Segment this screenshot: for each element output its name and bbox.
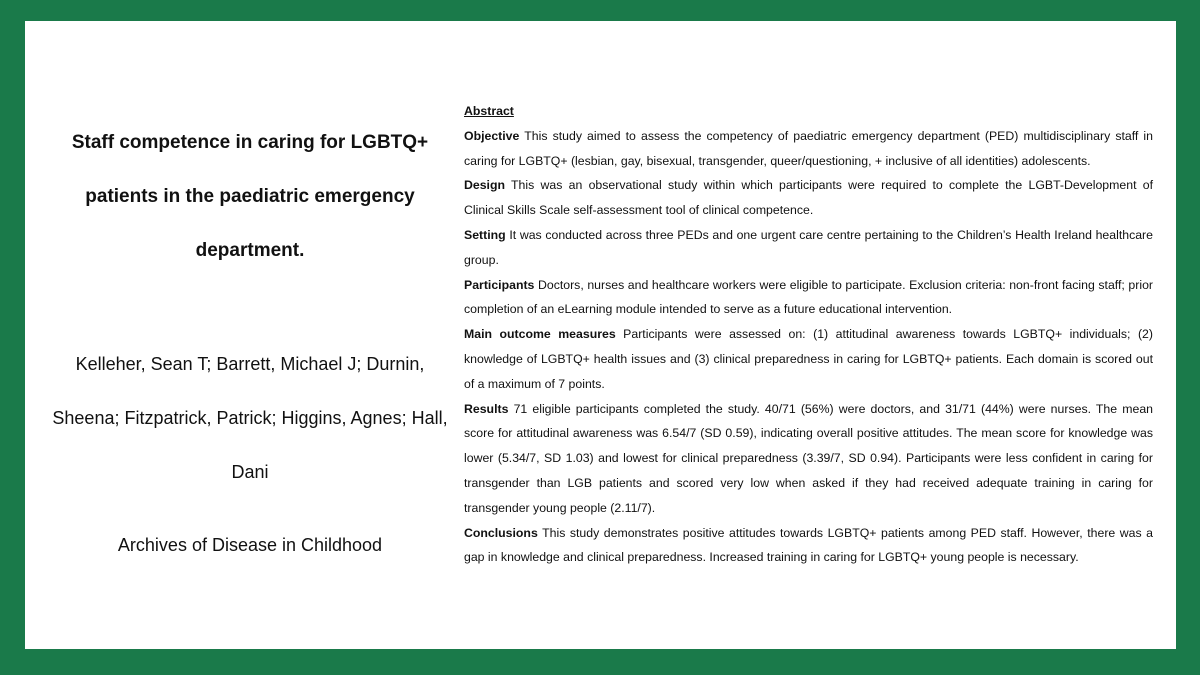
section-label: Conclusions [464,525,538,540]
journal-name: Archives of Disease in Childhood [117,535,383,555]
abstract-section-participants [464,273,1153,323]
abstract-section-design [464,173,1153,223]
abstract-section-outcome-measures [464,322,1153,396]
section-label: Objective [464,128,520,143]
slide-card [25,21,1176,649]
section-text: This study aimed to assess the competency of paediatric emergency department (PED) multidisciplinary staff in caring for LGBTQ+ (lesbian, gay, bisexual, transgender, queer/questioning, + inclusive of all identities) adolescents. [464,128,1153,168]
section-label: Setting [464,227,506,242]
abstract-section-results [464,397,1153,521]
section-label: Design [464,178,505,193]
title-block [40,116,460,278]
author-list: Kelleher, Sean T; Barrett, Michael J; Durnin, Sheena; Fitzpatrick, Patrick; Higgins, Agnes; Hall, Dani [52,354,448,482]
abstract-section-setting [464,223,1153,273]
section-label: Participants [464,277,535,292]
section-text: Doctors, nurses and healthcare workers were eligible to participate. Exclusion criteria: non-front facing staff; prior completion of an eLearning module intended to serve as a future educational intervention. [464,277,1153,317]
section-label: Main outcome measures [464,327,616,342]
paper-title: Staff competence in caring for LGBTQ+ patients in the paediatric emergency department. [71,132,429,261]
abstract-block [464,99,1153,570]
section-text: 71 eligible participants completed the study. 40/71 (56%) were doctors, and 31/71 (44%) were nurses. The mean score for attitudinal awareness was 6.54/7 (SD 0.59), indicating overall positive attitudes. The mean score for knowledge was lower (5.34/7, SD 1.03) and lowest for clinical preparedness (3.39/7, SD 0.94). Participants were less confident in caring for transgender than LGB patients and scored very low when asked if they had received adequate training in caring for transgender young people (2.11/7). [464,401,1154,515]
abstract-section-objective [464,124,1153,174]
section-label: Results [464,401,509,416]
section-text: This was an observational study within which participants were required to complete the LGBT-Development of Clinical Skills Scale self-assessment tool of clinical competence. [464,178,1153,218]
abstract-heading: Abstract [464,104,514,118]
section-text: This study demonstrates positive attitudes towards LGBTQ+ patients among PED staff. However, there was a gap in knowledge and clinical preparedness. Increased training in caring for LGBTQ+ young people is necessary. [464,525,1153,565]
abstract-section-conclusions [464,521,1153,571]
section-text: Participants were assessed on: (1) attitudinal awareness towards LGBTQ+ individuals; (2) knowledge of LGBTQ+ health issues and (3) clinical preparedness in caring for LGBTQ+ patients. Each domain is scored out of a maximum of 7 points. [464,327,1153,391]
section-text: It was conducted across three PEDs and one urgent care centre pertaining to the Children’s Health Ireland healthcare group. [464,227,1153,267]
